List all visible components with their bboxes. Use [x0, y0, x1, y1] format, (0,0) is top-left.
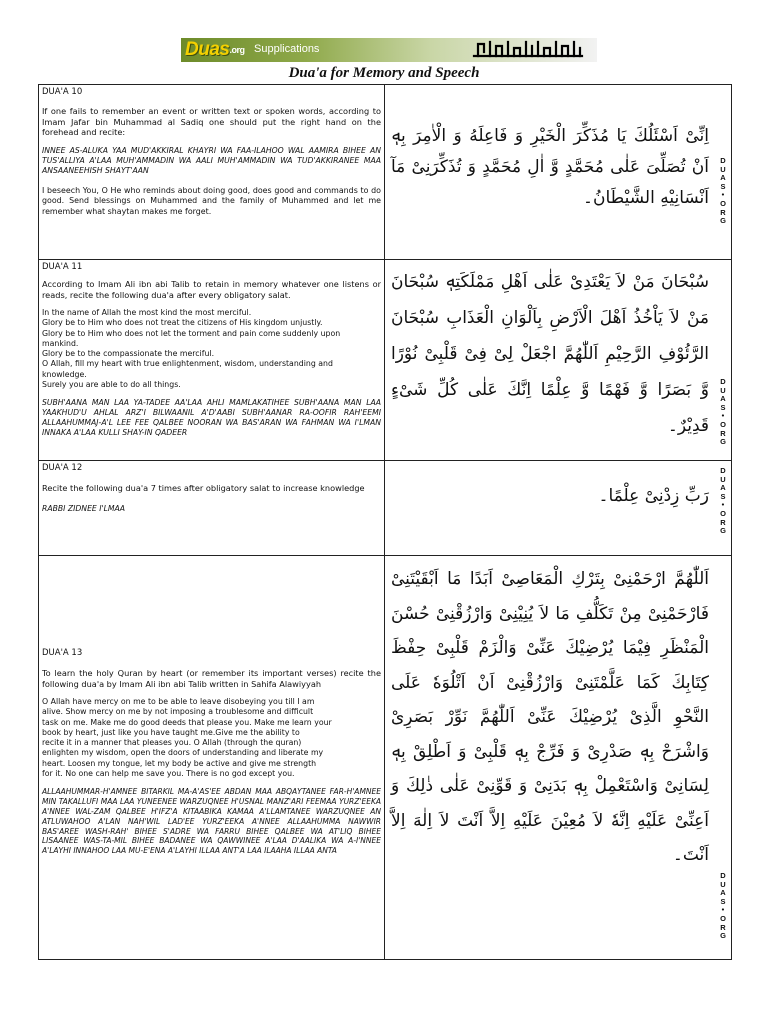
- arabic-cell: [385, 260, 731, 460]
- watermark-letter: D: [720, 377, 726, 386]
- dua-transliteration: RABBI ZIDNEE I'LMAA: [42, 503, 126, 513]
- watermark-letter: R: [720, 517, 726, 527]
- watermark-letter: R: [720, 428, 726, 438]
- translation-line: for it. No one can help me save you. There is no god except you.: [42, 769, 295, 779]
- watermark-letter: •: [721, 905, 725, 915]
- duas-org-watermark: [718, 157, 728, 226]
- dua-translation: [42, 697, 381, 779]
- dua-translation: I beseech You, O He who reminds about doing good, does good and commands to do good. Send blessings on Muhammed and the family of Muhammed and let me remember what shaytan makes me forget.: [42, 185, 381, 216]
- watermark-letter: O: [720, 508, 726, 518]
- watermark-letter: U: [720, 474, 726, 484]
- watermark-letter: D: [720, 156, 726, 165]
- dua-transliteration: SUBH'AANA MAN LAA YA-TADEE AA'LAA AHLI MAMLAKATIHEE SUBH'AANA MAN LAA YAAKHUD'U AHLAL ARZ'I BILWAANIL A'D'AABI SUBH'AANAR RA-OOFIR RAH'EEMI ALLAAHUMMAJ-A'L LEE FEE QALBEE NOORAN WA BAS'ARAN WA FAHMAN WA I'LMAN INNAKA A'LAA KULLI SHAY-IN QADEER: [42, 398, 381, 438]
- english-cell: [39, 85, 385, 259]
- arabic-cell: [385, 85, 731, 259]
- watermark-letter: U: [720, 385, 726, 395]
- dua-intro: According to Imam Ali ibn abi Talib to retain in memory whatever one listens or reads, recite the following dua'a after every obligatory salat.: [42, 279, 381, 300]
- dua-label: DUA'A 11: [42, 262, 83, 272]
- translation-line: heart. Loosen my tongue, let my body be active and give me strength: [42, 758, 317, 768]
- dua-label: DUA'A 10: [42, 87, 83, 97]
- duas-org-watermark: [718, 467, 728, 536]
- watermark-letter: •: [721, 500, 725, 510]
- arabic-text: اَللّٰهُمَّ ارْحَمْنِیْ بِتَرْكِ الْمَعَاصِیْ اَبَدًا مَا اَبْقَیْتَنِیْ فَارْحَمْنِیْ مِنْ تَكَلُّفِ مَا لاَ یُنِیْنِیْ وَارْزُقْنِیْ حُسْنَ الْمَنْظَرِ فِیْمَا یُرْضِیْكَ عَنِّیْ وَالْزَمْ قَلْبِیْ حِفْظَ كِتَابِكَ كَمَا عَلَّمْتَنِیْ وَارْزُقْنِیْ اَنْ اَتْلُوَهٗ عَلَی النَّحْوِ الَّذِیْ یُرْضِیْكَ عَنِّیْ اَللّٰهُمَّ نَوِّرْ بَصَرِیْ وَاشْرَحْ بِهٖ صَدْرِیْ وَ فَرِّجْ بِهٖ قَلْبِیْ وَ اَطْلِقْ بِهٖ لِسَانِیْ وَاسْتَعْمِلْ بِهٖ بَدَنِیْ وَ قَوِّنِیْ عَلٰی ذٰلِكَ وَ اَعِنِّیْ عَلَیْهِ اِنَّهٗ لاَ مُعِیْنَ عَلَیْهِ اِلاَّ اَنْتَ لاَ اِلٰهَ اِلاَّ اَنْتَ۔: [391, 569, 709, 865]
- translation-line: mankind.: [42, 338, 79, 348]
- watermark-letter: S: [720, 181, 726, 191]
- translation-line: book by heart, just like you have taught me.Give me the ability to: [42, 727, 300, 737]
- watermark-letter: D: [720, 871, 726, 880]
- dua-table: [38, 84, 732, 960]
- arabic-cell: [385, 461, 731, 555]
- logo-suffix: .org: [229, 45, 245, 55]
- table-row: [39, 556, 731, 959]
- watermark-letter: O: [720, 198, 726, 208]
- watermark-letter: R: [720, 922, 726, 932]
- dua-transliteration: INNEE AS-ALUKA YAA MUD'AKKIRAL KHAYRI WA FAA-ILAHOO WAL AAMIRA BIHEE AN TUS'ALLIYA A'LAA MUH'AMMADIN WA AALI MUH'AMMADIN WA TUD'AKKIRANEE MAA ANSAANEEHISH SHAYT'AAN: [42, 145, 381, 175]
- translation-line: alive. Show mercy on me by not imposing a troublesome and difficult: [42, 707, 314, 717]
- english-cell: [39, 556, 385, 959]
- duas-logo[interactable]: [185, 39, 244, 61]
- logo-text: Duas: [185, 39, 230, 60]
- watermark-letter: A: [720, 888, 726, 898]
- watermark-letter: G: [720, 931, 726, 941]
- watermark-letter: G: [720, 526, 726, 536]
- watermark-letter: D: [720, 466, 726, 475]
- english-cell: [39, 461, 385, 555]
- watermark-letter: •: [721, 190, 725, 200]
- arabic-text: سُبْحَانَ مَنْ لاَ یَعْتَدِیْ عَلٰی اَهْلِ مَمْلَكَتِهٖ سُبْحَانَ مَنْ لاَ یَاْخُذُ اَهْلَ الْاَرْضِ بِاَلْوَانِ الْعَذَابِ سُبْحَانَ الرَّئُوْفِ الرَّحِیْمِ اَللّٰهُمَّ اجْعَلْ لِیْ فِیْ قَلْبِیْ نُوْرًا وَّ بَصَرًا وَّ فَهْمًا وَّ عِلْمًا اِنَّكَ عَلٰی كُلِّ شَیْءٍ قَدِیْرٌ۔: [391, 272, 709, 436]
- watermark-letter: S: [720, 402, 726, 412]
- translation-line: Glory be to Him who does not treat the citizens of His kingdom unjustly.: [42, 318, 323, 328]
- document-title: Dua'a for Memory and Speech: [288, 65, 480, 81]
- basmala-calligraphy-icon: [470, 38, 586, 62]
- arabic-text: رَبِّ زِدْنِیْ عِلْمًا۔: [598, 486, 709, 506]
- dua-transliteration: ALLAAHUMMAR-H'AMNEE BITARKIL MA-A'AS'EE ABDAN MAA ABQAYTANEE FAR-H'AMNEE MIN TAKALLUFI MAA LAA YUNEENEE WARZUQNEE H'USNAL MANZ'ARI FEEMAA YURZ'EEKA A'NNEE WAL-ZAM QALBEE H'IFZ'A KITAABIKA KAMAA A'LLAMTANEE WARZUQNEE AN ATLUWAHOO A'LAN NAH'WIL LAD'EE YURZ'EEKA A'NNEE ALLAAHUMMA NAWWIR BAS'AREE WASH-RAH' BIHEE S'ADRE WA FARRU BIHEE QALBEE WA AT'LIQ BIHEE LISAANEE WAS-TA-MIL BIHEE BADANEE WA QAWWINEE A'LAA D'AALIKA WA A-I'NNEE A'LAYHI INNAHOO LAA MU-E'ENA A'LAYHI ILLAA ANT'A LAA ILAAHA ILLAA ANTA: [42, 787, 381, 856]
- table-row: [39, 260, 731, 461]
- translation-line: Glory be to Him who does not let the torment and pain come suddenly upon: [42, 328, 341, 338]
- arabic-text: اِنِّیْ اَسْئَلُكَ یَا مُذَكِّرَ الْخَیْرِ وَ فَاعِلَهُ وَ الْاٰمِرَ بِهٖ اَنْ تُصَلِّیَ عَلٰی مُحَمَّدٍ وَّ اٰلِ مُحَمَّدٍ وَ تُذَكِّرَنِیْ مَآ اَنْسَانِیْهِ الشَّیْطَانُ۔: [391, 126, 709, 208]
- translation-line: O Allah, fill my heart with true enlightenment, wisdom, understanding and: [42, 359, 333, 369]
- watermark-letter: A: [720, 173, 726, 183]
- watermark-letter: U: [720, 879, 726, 889]
- dua-intro: Recite the following dua'a 7 times after obligatory salat to increase knowledge: [42, 483, 365, 493]
- english-cell: [39, 260, 385, 460]
- translation-line: O Allah have mercy on me to be able to leave disobeying you till I am: [42, 697, 315, 706]
- watermark-letter: R: [720, 207, 726, 217]
- dua-label: DUA'A 13: [42, 648, 83, 658]
- translation-line: knowledge.: [42, 369, 87, 379]
- watermark-letter: A: [720, 394, 726, 404]
- dua-intro: If one fails to remember an event or written text or spoken words, according to Imam Jafar bin Muhammad al Sadiq one should put the right hand on the forehead and recite:: [42, 106, 381, 137]
- translation-line: task on me. Make me do good deeds that please you. Make me learn your: [42, 717, 332, 727]
- arabic-cell: [385, 556, 731, 959]
- watermark-letter: G: [720, 437, 726, 447]
- dua-translation: [42, 308, 381, 390]
- watermark-letter: •: [721, 411, 725, 421]
- watermark-letter: O: [720, 419, 726, 429]
- watermark-letter: A: [720, 483, 726, 493]
- translation-line: In the name of Allah the most kind the most merciful.: [42, 308, 252, 317]
- watermark-letter: O: [720, 913, 726, 923]
- translation-line: recite it in a manner that pleases you. O Allah (through the quran): [42, 738, 302, 748]
- translation-line: Glory be to the compassionate the merciful.: [42, 349, 215, 359]
- table-row: [39, 85, 731, 260]
- watermark-letter: G: [720, 216, 726, 226]
- dua-label: DUA'A 12: [42, 463, 83, 473]
- duas-org-watermark: [718, 378, 728, 447]
- watermark-letter: U: [720, 164, 726, 174]
- watermark-letter: S: [720, 896, 726, 906]
- translation-line: enlighten my wisdom, open the doors of understanding and liberate my: [42, 748, 324, 758]
- table-row: [39, 461, 731, 556]
- banner-subtitle: Supplications: [254, 43, 320, 55]
- translation-line: Surely you are able to do all things.: [42, 380, 181, 390]
- watermark-letter: S: [720, 491, 726, 501]
- dua-intro: To learn the holy Quran by heart (or remember its important verses) recite the following dua'a by Imam Ali ibn abi Talib written in Sahifa Alawiyyah: [42, 668, 381, 689]
- duas-org-watermark: [718, 872, 728, 941]
